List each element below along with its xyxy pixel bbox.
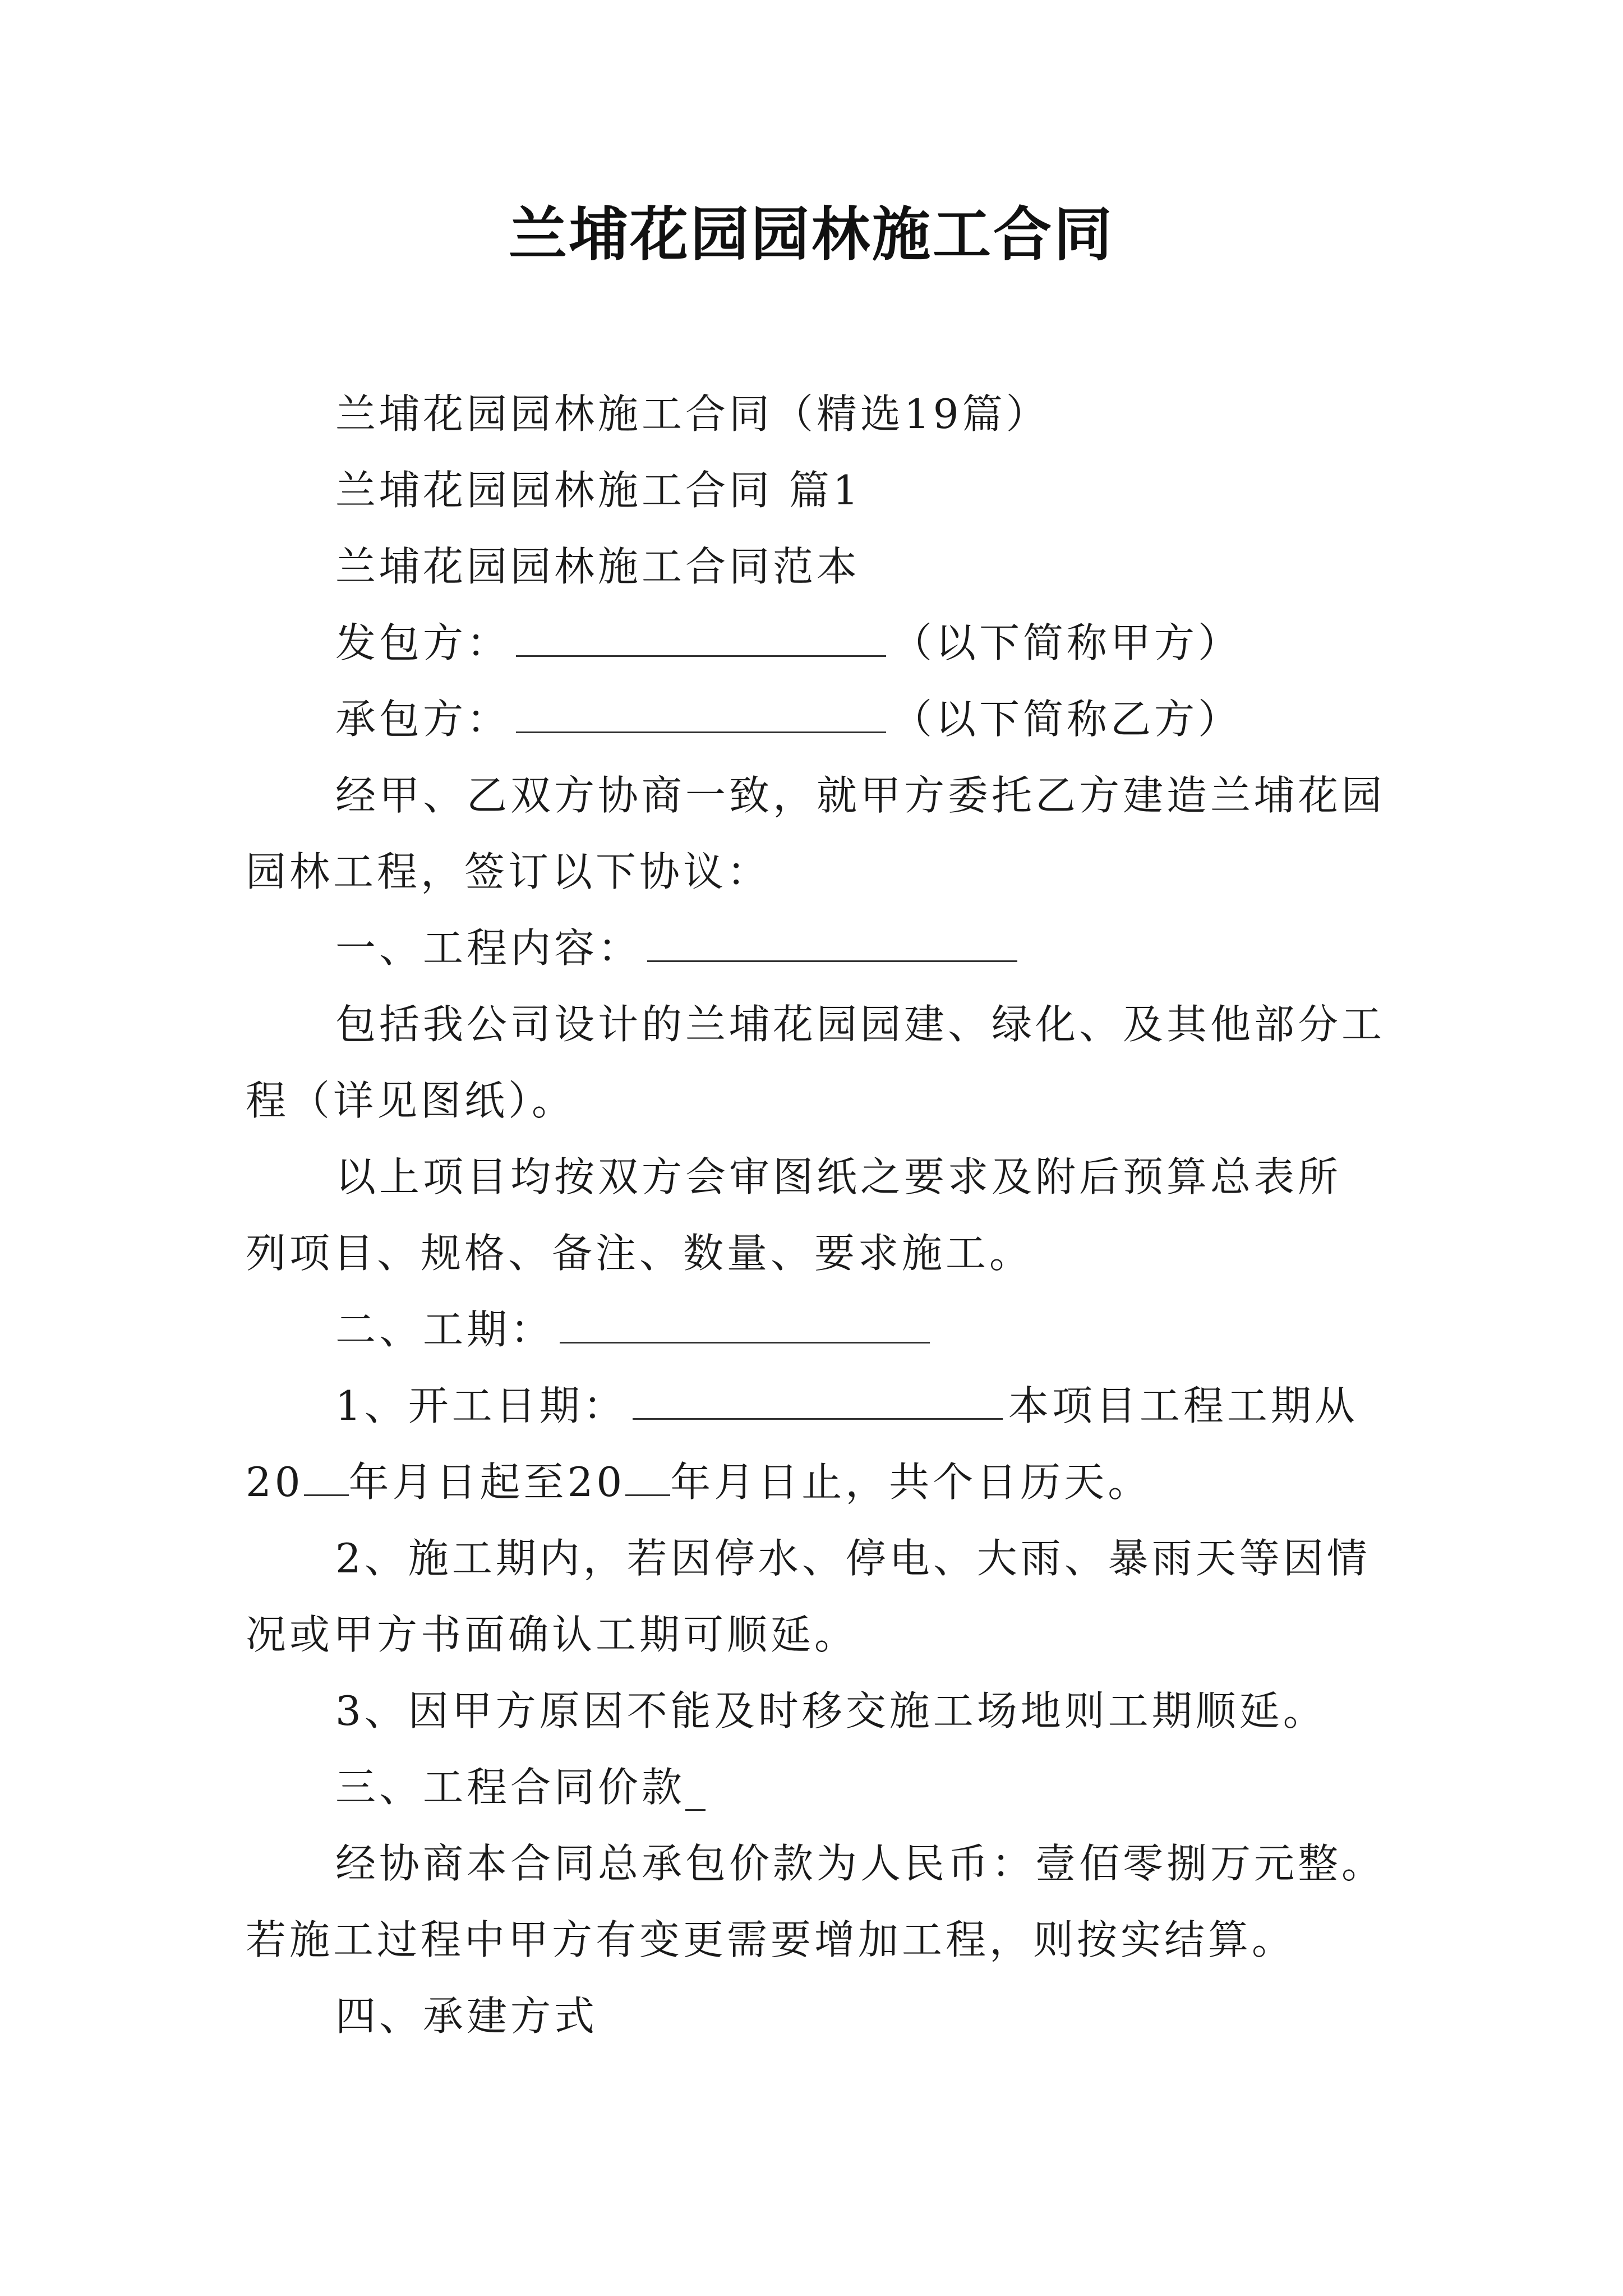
- paragraph-line: 列项目、规格、备注、数量、要求施工。: [246, 1230, 1034, 1277]
- contractor-blank: [516, 698, 886, 733]
- contractor-note: （以下简称乙方）: [892, 696, 1242, 743]
- paragraph-line: 包括我公司设计的兰埔花园园建、绿化、及其他部分工: [335, 1001, 1386, 1048]
- start-date-label: 1、开工日期：: [335, 1382, 627, 1429]
- paragraph-line: 经甲、乙双方协商一致，就甲方委托乙方建造兰埔花园: [335, 772, 1386, 819]
- paragraph-line: 园林工程，签订以下协议：: [246, 848, 771, 895]
- employer-note: （以下简称甲方）: [892, 619, 1242, 666]
- employer-line: [246, 605, 1395, 681]
- paragraph-line: 以上项目均按双方会审图纸之要求及附后预算总表所: [335, 1153, 1342, 1200]
- clause-label: 一、工程内容：: [335, 924, 642, 972]
- document-title: 兰埔花园园林施工合同: [508, 200, 1114, 269]
- clause-heading-3: 三、工程合同价款_: [335, 1764, 709, 1811]
- clause-label: 二、工期：: [335, 1306, 555, 1353]
- document-body: [246, 376, 1395, 2054]
- contractor-line: [246, 681, 1395, 757]
- template-heading: 兰埔花园园林施工合同范本: [335, 543, 861, 590]
- date-range-line: [246, 1444, 1395, 1520]
- employer-label: 发包方：: [335, 619, 511, 666]
- period-blank: [560, 1308, 930, 1343]
- paragraph-line: 2、施工期内，若因停水、停电、大雨、暴雨天等因情: [335, 1535, 1371, 1582]
- section-heading: 兰埔花园园林施工合同 篇1: [335, 467, 862, 514]
- clause-heading-2: [246, 1291, 1395, 1368]
- subtitle-line: 兰埔花园园林施工合同（精选19篇）: [335, 390, 1050, 438]
- start-date-line: [246, 1368, 1395, 1444]
- content-blank: [647, 927, 1017, 962]
- date-range-mid: 年月日起至20: [348, 1458, 626, 1506]
- start-date-blank: [633, 1384, 1003, 1420]
- clause-heading-1: [246, 910, 1395, 986]
- year-blank: [625, 1461, 670, 1496]
- paragraph-line: 况或甲方书面确认工期可顺延。: [246, 1611, 859, 1658]
- clause-heading-4: 四、承建方式: [335, 1993, 598, 2040]
- contractor-label: 承包方：: [335, 696, 511, 743]
- date-range-end: 年月日止，共个日历天。: [670, 1458, 1152, 1506]
- paragraph-line: 经协商本合同总承包价款为人民币：壹佰零捌万元整。: [335, 1840, 1386, 1887]
- paragraph-line: 程（详见图纸）。: [246, 1077, 576, 1124]
- start-date-note: 本项目工程工期从: [1008, 1382, 1358, 1429]
- paragraph-line: 3、因甲方原因不能及时移交施工场地则工期顺延。: [335, 1687, 1327, 1734]
- employer-blank: [516, 622, 886, 657]
- year-prefix: 20: [246, 1458, 304, 1506]
- year-blank: [304, 1461, 349, 1496]
- paragraph-line: 若施工过程中甲方有变更需要增加工程，则按实结算。: [246, 1916, 1296, 1963]
